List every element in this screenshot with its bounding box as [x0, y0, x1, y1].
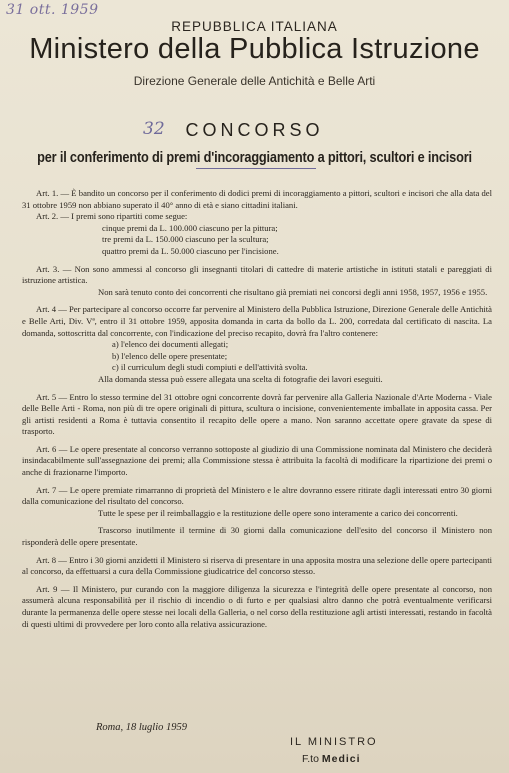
directorate-heading: Direzione Generale delle Antichità e Belle Arti: [133, 74, 376, 88]
handwritten-underline: [196, 168, 316, 169]
article-8: Art. 8 — Entro i 30 giorni anzidetti il Ministero si riserva di presentare in una apposita mostra una selezione delle opere partecipanti al concorso, da effettuarsi a cura della Commissione giudicatrice del concorso stesso.: [22, 554, 492, 577]
list-item: c) il curriculum degli studi compiuti e dell'attività svolta.: [112, 362, 308, 373]
signature-prefix: F.to: [302, 753, 319, 765]
article-3-note: Non sarà tenuto conto dei concorrenti che risultano già premiati nei concorsi degli anni 1958, 1957, 1956 e 1955.: [98, 286, 488, 297]
article-3: Art. 3. — Non sono ammessi al concorso gli insegnanti titolari di cattedre di materie artistiche in istituti statali e pareggiati di istruzione artistica.: [22, 263, 492, 286]
article-2: Art. 2. — I premi sono ripartiti come segue:: [36, 211, 188, 222]
article-7-term: Trascorso inutilmente il termine di 30 giorni dalla comunicazione dell'esito del concorso il Ministero non risponderà delle opere presentate.: [22, 525, 492, 548]
article-4-note: Alla domanda stessa può essere allegata una scelta di fotografie dei lavori eseguiti.: [98, 373, 383, 384]
republic-heading: REPUBBLICA ITALIANA: [171, 19, 338, 34]
list-item: quattro premi da L. 50.000 ciascuno per l'incisione.: [102, 245, 279, 256]
document-subtitle: per il conferimento di premi d'incoraggiamento a pittori, scultori e incisori: [37, 150, 472, 166]
signature-name: Medici: [321, 753, 361, 765]
list-item: b) l'elenco delle opere presentate;: [112, 350, 228, 361]
handwritten-mark: 32: [143, 119, 165, 139]
place-date: Roma, 18 luglio 1959: [96, 722, 187, 733]
article-7: Art. 7 — Le opere premiate rimarranno di proprietà del Ministero e le altre dovranno essere ritirate dagli interessati entro 30 giorni dalla comunicazione del risultato del concorso.: [22, 484, 492, 507]
signatory-title: IL MINISTRO: [290, 736, 378, 748]
application-contents-list: [22, 339, 492, 374]
list-item: tre premi da L. 150.000 ciascuno per la scultura;: [102, 234, 269, 245]
document-body: [22, 188, 492, 630]
article-7-note: Tutte le spese per il reimballaggio e la restituzione delle opere sono interamente a carico dei concorrenti.: [98, 507, 458, 518]
list-item: a) l'elenco dei documenti allegati;: [112, 339, 229, 350]
document-title: CONCORSO: [185, 120, 324, 140]
signatory-name: [302, 753, 361, 765]
list-item: cinque premi da L. 100.000 ciascuno per la pittura;: [102, 222, 278, 233]
article-6: Art. 6 — Le opere presentate al concorso verranno sottoposte al giudizio di una Commissione nominata dal Ministero che deciderà insindacabilmente sull'assegnazione dei premi; alla Commissione stessa è attribuita la facoltà di modificare la ripartizione dei premi o anche di frazionarne l'importo.: [22, 443, 492, 478]
article-4: Art. 4 — Per partecipare al concorso occorre far pervenire al Ministero della Pubblica Istruzione, Direzione Generale delle Antichità e Belle Arti, Div. Vª, entro il 31 ottobre 1959, apposita domanda in carta da bollo da L. 200, corredata dal certificato di nascita. La domanda, sottoscritta dal concorrente, con l'indicazione del preciso recapito, dovrà fra l'altro contenere:: [22, 304, 492, 338]
article-5: Art. 5 — Entro lo stesso termine del 31 ottobre ogni concorrente dovrà far pervenire alla Galleria Nazionale d'Arte Moderna - Viale delle Belle Arti - Roma, non più di tre opere originali di pittura, scultura o incisione, convenientemente imballate in apposita cassa. Per gli artisti residenti a Roma è tuttavia consentito il recapito delle opere a mano. Non saranno accettate opere gravate da spese di trasporto.: [22, 391, 492, 437]
article-9: Art. 9 — Il Ministero, pur curando con la maggiore diligenza la sicurezza e l'integrità delle opere presentate al concorso, non assumerà alcuna responsabilità per il rischio di incendio o di furto e per qualsiasi altro danno che potrà eventualmente verificarsi durante la permanenza delle opere stesse nei locali della Galleria, o nel corso della restituzione agli artisti interessati, restando in facoltà di questi ultimi di provvedere per loro conto alla relativa assicurazione.: [22, 583, 492, 629]
article-1: Art. 1. — È bandito un concorso per il conferimento di dodici premi di incoraggiamento a pittori, scultori e incisori che alla data del 31 ottobre 1959 non abbiano superato il 40° anno di età e siano cittadini italiani.: [22, 188, 492, 210]
prize-list: [22, 223, 492, 258]
ministry-heading: Ministero della Pubblica Istruzione: [29, 33, 480, 65]
handwritten-date: 31 ott. 1959: [6, 2, 99, 18]
